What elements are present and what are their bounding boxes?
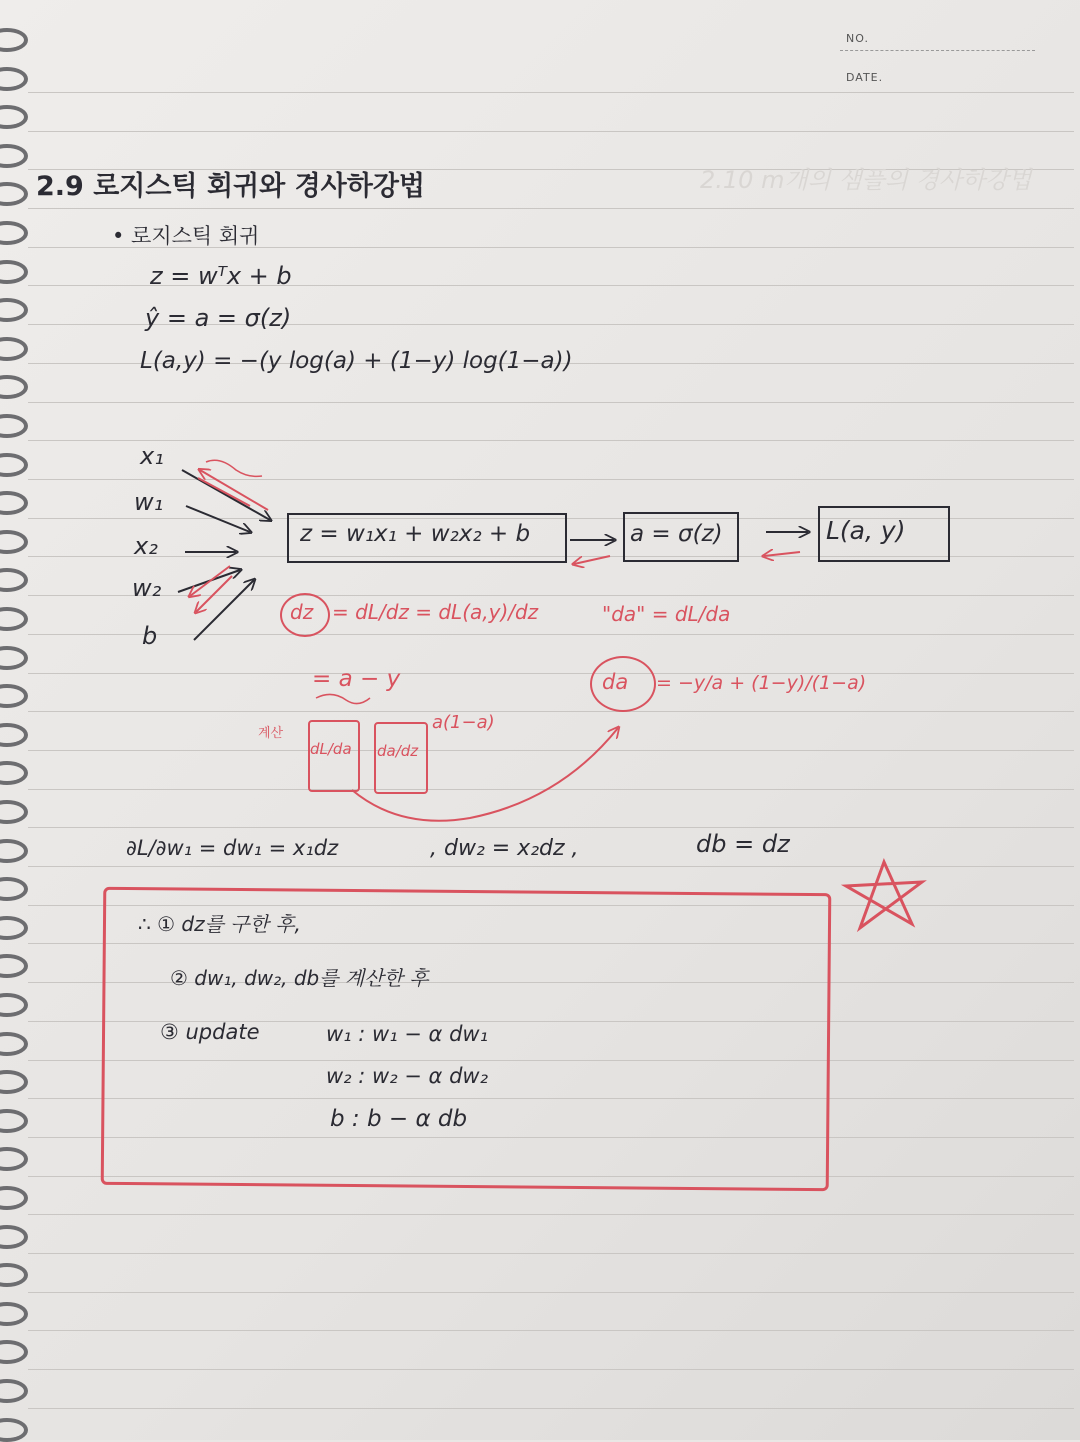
da-equation: = −y/a + (1−y)/(1−a) — [656, 672, 867, 694]
da-dz-label: da/dz — [377, 742, 419, 760]
summary-step2: ② dw₁, dw₂, db를 계산한 후 — [170, 966, 429, 990]
date-label: DATE. — [846, 71, 884, 84]
section-bullet: • 로지스틱 회귀 — [112, 224, 260, 248]
dz-equation: = dL/dz = dL(a,y)/dz — [332, 600, 539, 624]
page-title: 2.9 로지스틱 회귀와 경사하강법 — [36, 171, 426, 202]
da-label: da — [602, 670, 629, 694]
input-x1: x₁ — [140, 442, 164, 470]
gradient-dw2: , dw₂ = x₂dz , — [430, 836, 579, 861]
input-b: b — [142, 622, 158, 650]
input-x2: x₂ — [134, 532, 158, 560]
equation-a: ŷ = a = σ(z) — [145, 304, 292, 332]
node-l-label: L(a, y) — [826, 516, 906, 545]
gradient-db: db = dz — [696, 830, 790, 858]
backprop-arrows — [190, 460, 800, 821]
summary-step1: ∴ ① dz를 구한 후, — [138, 912, 301, 936]
update-w2: w₂ : w₂ − α dw₂ — [326, 1064, 489, 1088]
input-arrows — [178, 470, 808, 640]
bleed-through-text: 2.10 m개의 샘플의 경사하강법 — [700, 166, 1032, 194]
input-w1: w₁ — [134, 488, 164, 516]
equation-loss: L(a,y) = −(y log(a) + (1−y) log(1−a)) — [140, 348, 573, 374]
update-w1: w₁ : w₁ − α dw₁ — [326, 1022, 489, 1046]
node-a-label: a = σ(z) — [630, 521, 723, 547]
gradient-dw1: ∂L/∂w₁ = dw₁ = x₁dz — [126, 836, 339, 860]
sigmoid-derivative: a(1−a) — [432, 712, 495, 733]
da-definition: "da" = dL/da — [602, 602, 731, 626]
dl-da-label: dL/da — [310, 740, 352, 758]
input-w2: w₂ — [132, 574, 162, 602]
calc-note: 계산 — [258, 726, 284, 741]
equation-z: z = wᵀx + b — [150, 262, 292, 290]
dz-label: dz — [290, 600, 314, 624]
summary-step3: ③ update — [160, 1020, 260, 1044]
star-icon — [846, 862, 922, 928]
no-label: NO. — [846, 32, 869, 45]
update-b: b : b − α db — [330, 1106, 468, 1132]
dz-result: = a − y — [312, 666, 401, 692]
node-z-label: z = w₁x₁ + w₂x₂ + b — [300, 521, 531, 547]
